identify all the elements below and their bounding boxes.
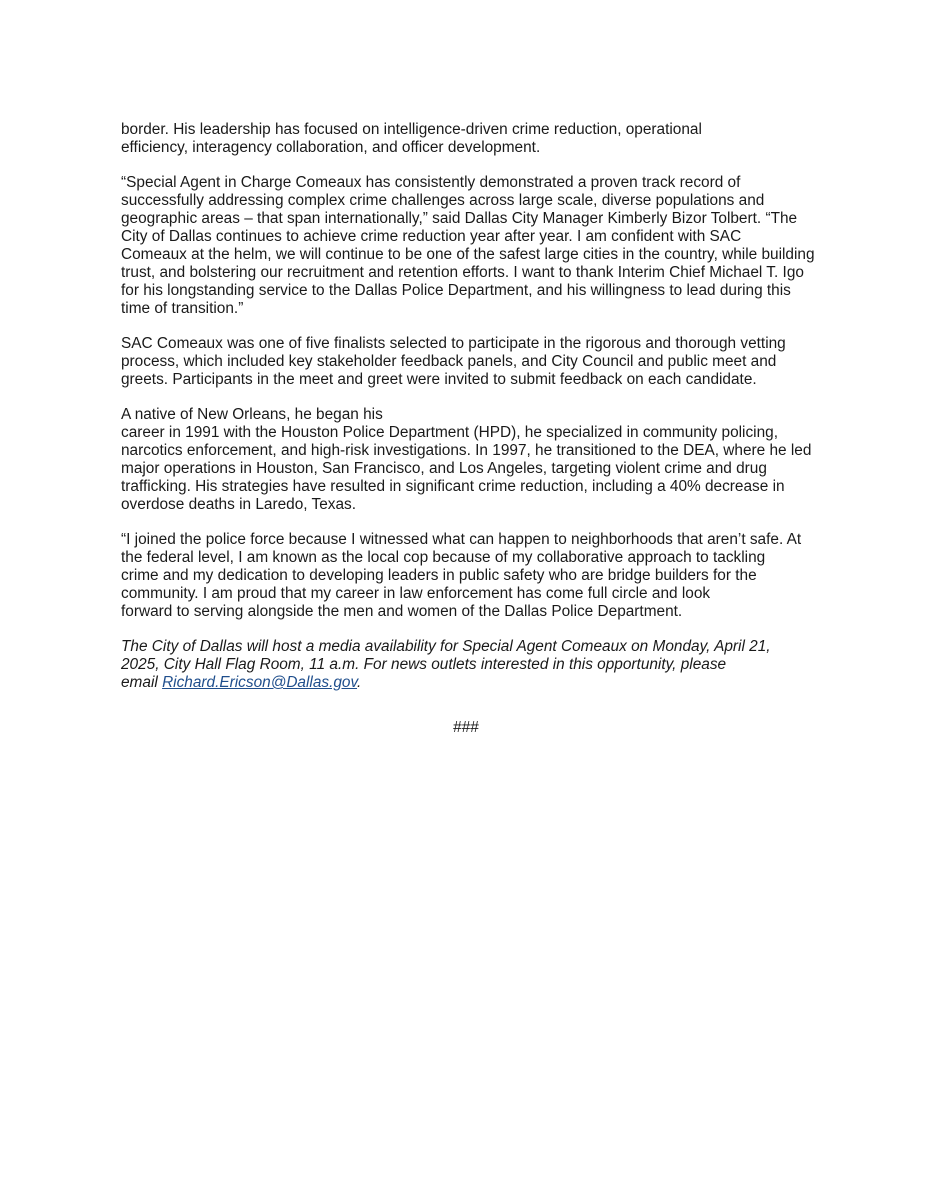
- paragraph-line: community. I am proud that my career in law enforcement has come full circle and look: [121, 585, 711, 602]
- media-note-line: The City of Dallas will host a media availability for Special Agent Comeaux on Monday, April 21,: [121, 638, 771, 655]
- paragraph-leadership: [121, 121, 811, 157]
- media-availability-note: [121, 638, 811, 692]
- media-note-line: 2025, City Hall Flag Room, 11 a.m. For news outlets interested in this opportunity, please: [121, 656, 727, 673]
- email-suffix: .: [357, 674, 362, 691]
- paragraph-line: A native of New Orleans, he began his: [121, 406, 383, 423]
- paragraph-line: time of transition.”: [121, 300, 244, 317]
- paragraph-line: major operations in Houston, San Francisco, and Los Angeles, targeting violent crime and drug: [121, 460, 767, 477]
- paragraph-line: “Special Agent in Charge Comeaux has consistently demonstrated a proven track record of: [121, 174, 741, 191]
- paragraph-line: crime and my dedication to developing leaders in public safety who are bridge builders for the: [121, 567, 757, 584]
- media-note-line: [121, 674, 811, 692]
- email-prefix: email: [121, 674, 163, 691]
- paragraph-line: “I joined the police force because I witnessed what can happen to neighborhoods that aren’t safe. At: [121, 531, 802, 548]
- paragraph-comeaux-quote: [121, 531, 811, 621]
- paragraph-line: successfully addressing complex crime challenges across large scale, diverse populations and: [121, 192, 765, 209]
- paragraph-line: City of Dallas continues to achieve crime reduction year after year. I am confident with SAC: [121, 228, 742, 245]
- paragraph-line: greets. Participants in the meet and greet were invited to submit feedback on each candidate.: [121, 371, 757, 388]
- paragraph-line: SAC Comeaux was one of five finalists selected to participate in the rigorous and thorough vetting: [121, 335, 786, 352]
- paragraph-line: career in 1991 with the Houston Police Department (HPD), he specialized in community policing,: [121, 424, 778, 441]
- end-of-release-mark: ###: [453, 719, 479, 736]
- paragraph-vetting-process: [121, 335, 811, 389]
- paragraph-line: trust, and bolstering our recruitment and retention efforts. I want to thank Interim Chief Michael T. Igo: [121, 264, 804, 281]
- paragraph-line: geographic areas – that span internationally,” said Dallas City Manager Kimberly Bizor Tolbert. “The: [121, 210, 798, 227]
- document-page: [121, 121, 815, 736]
- email-link[interactable]: Richard.Ericson@Dallas.gov: [162, 674, 358, 691]
- paragraph-background: [121, 406, 811, 514]
- paragraph-city-manager-quote: [121, 174, 815, 318]
- paragraph-line: the federal level, I am known as the local cop because of my collaborative approach to tackling: [121, 549, 766, 566]
- paragraph-line: border. His leadership has focused on intelligence-driven crime reduction, operational: [121, 121, 702, 138]
- paragraph-line: efficiency, interagency collaboration, and officer development.: [121, 139, 541, 156]
- paragraph-line: process, which included key stakeholder feedback panels, and City Council and public meet and: [121, 353, 777, 370]
- paragraph-line: Comeaux at the helm, we will continue to be one of the safest large cities in the country, while building: [121, 246, 815, 263]
- paragraph-line: trafficking. His strategies have resulted in significant crime reduction, including a 40% decrease in: [121, 478, 785, 495]
- paragraph-line: overdose deaths in Laredo, Texas.: [121, 496, 357, 513]
- paragraph-line: for his longstanding service to the Dallas Police Department, and his willingness to lead during this: [121, 282, 791, 299]
- paragraph-line: narcotics enforcement, and high-risk investigations. In 1997, he transitioned to the DEA, where he led: [121, 442, 812, 459]
- paragraph-line: forward to serving alongside the men and women of the Dallas Police Department.: [121, 603, 683, 620]
